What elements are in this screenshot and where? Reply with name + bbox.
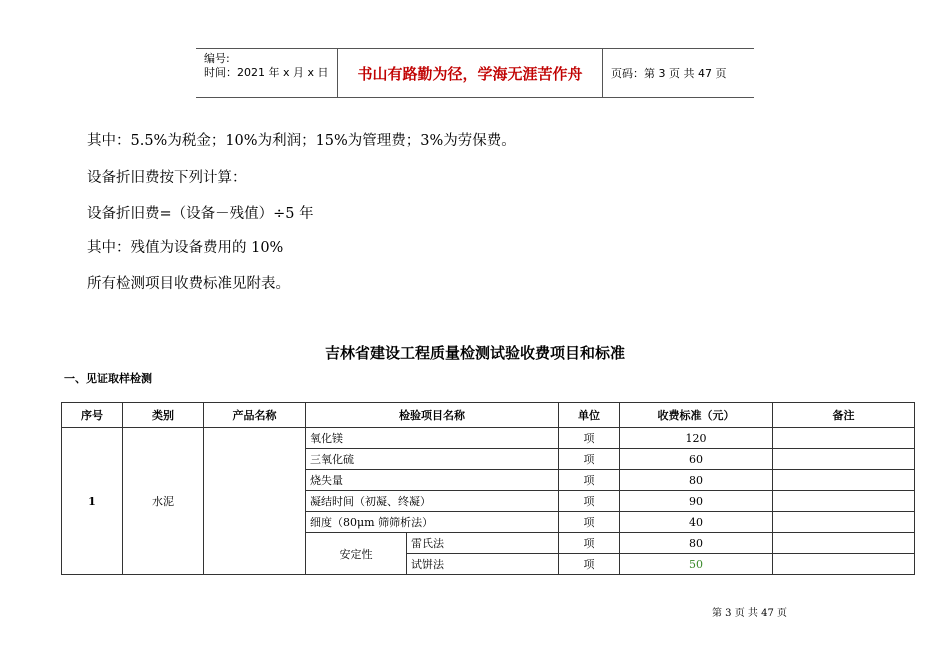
cell-unit: 项 — [559, 449, 620, 470]
cell-unit: 项 — [559, 428, 620, 449]
cell-fee-highlight: 50 — [620, 554, 773, 575]
cell-fee: 120 — [620, 428, 773, 449]
cell-method: 试饼法 — [407, 554, 559, 575]
cell-unit: 项 — [559, 491, 620, 512]
paragraph-fee-breakdown: 其中：5.5%为税金；10%为利润；15%为管理费；3%为劳保费。 — [87, 133, 516, 149]
cell-unit: 项 — [559, 512, 620, 533]
paragraph-see-appendix: 所有检测项目收费标准见附表。 — [87, 276, 290, 292]
page-header — [196, 48, 754, 98]
cell-item: 细度（80μm 筛筛析法） — [306, 512, 559, 533]
cell-unit: 项 — [559, 554, 620, 575]
document-title: 吉林省建设工程质量检测试验收费项目和标准 — [324, 344, 625, 362]
cell-item: 凝结时间（初凝、终凝） — [306, 491, 559, 512]
paragraph-depreciation-formula: 设备折旧费=（设备－残值）÷5 年 — [87, 206, 314, 222]
header-number-label: 编号: — [204, 52, 230, 65]
cell-unit: 项 — [559, 470, 620, 491]
paragraph-residual-value: 其中：残值为设备费用的 10% — [87, 240, 284, 256]
header-product: 产品名称 — [204, 403, 306, 428]
cell-fee: 80 — [620, 533, 773, 554]
header-meta — [196, 49, 338, 97]
cell-product — [204, 428, 306, 575]
cell-fee: 40 — [620, 512, 773, 533]
section-heading: 一、见证取样检测 — [64, 372, 152, 385]
cell-category: 水泥 — [123, 428, 204, 575]
cell-item: 氧化镁 — [306, 428, 559, 449]
header-item: 检验项目名称 — [306, 403, 559, 428]
cell-item: 烧失量 — [306, 470, 559, 491]
cell-unit: 项 — [559, 533, 620, 554]
cell-note — [773, 449, 915, 470]
cell-note — [773, 533, 915, 554]
cell-item: 三氧化硫 — [306, 449, 559, 470]
cell-note — [773, 491, 915, 512]
header-time-label: 时间：2021 年 x 月 x 日 — [204, 66, 329, 79]
cell-stability-label: 安定性 — [306, 533, 407, 575]
cell-note — [773, 470, 915, 491]
header-seq: 序号 — [62, 403, 123, 428]
header-fee: 收费标准（元） — [620, 403, 773, 428]
cell-fee: 60 — [620, 449, 773, 470]
header-note: 备注 — [773, 403, 915, 428]
header-page-code: 页码：第 3 页 共 47 页 — [611, 67, 727, 80]
cell-method: 雷氏法 — [407, 533, 559, 554]
table-header-row — [62, 403, 915, 428]
paragraph-depreciation-intro: 设备折旧费按下列计算： — [87, 170, 247, 186]
cell-note — [773, 512, 915, 533]
header-category: 类别 — [123, 403, 204, 428]
header-motto: 书山有路勤为径，学海无涯苦作舟 — [338, 49, 603, 97]
fee-table — [61, 402, 915, 575]
table-row — [62, 428, 915, 449]
page-footer: 第 3 页 共 47 页 — [712, 608, 787, 619]
cell-fee: 80 — [620, 470, 773, 491]
cell-seq: 1 — [62, 428, 123, 575]
header-unit: 单位 — [559, 403, 620, 428]
cell-note — [773, 554, 915, 575]
cell-fee: 90 — [620, 491, 773, 512]
cell-note — [773, 428, 915, 449]
